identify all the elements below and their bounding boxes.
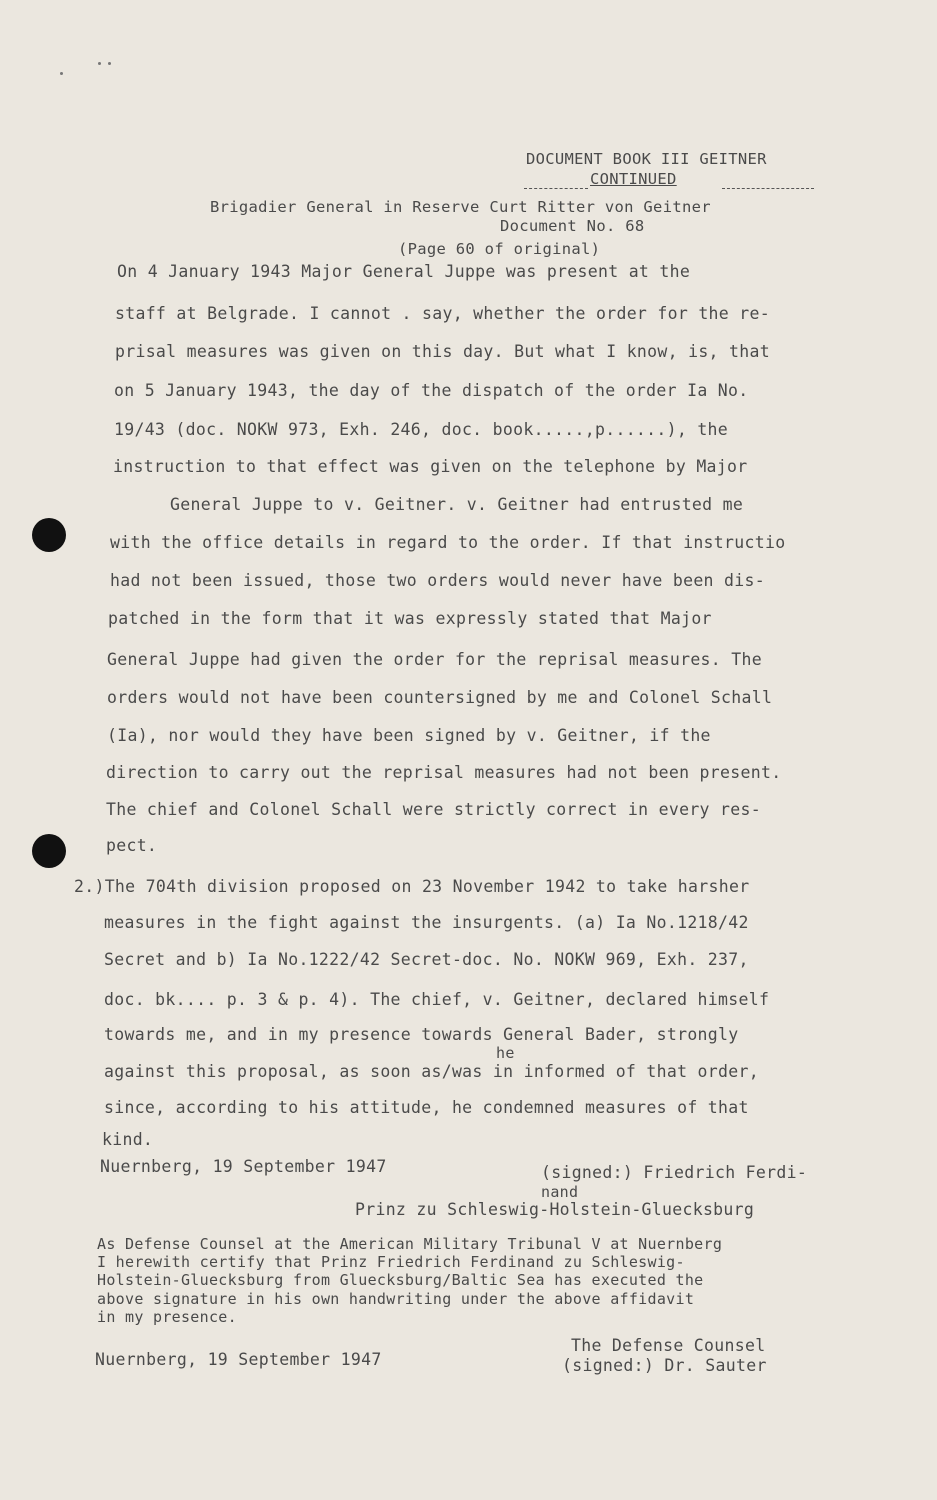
body-line: staff at Belgrade. I cannot . say, whether the order for the re-	[115, 304, 770, 323]
scan-speck	[98, 62, 101, 65]
body-line: had not been issued, those two orders would never have been dis-	[110, 571, 765, 590]
body-line: against this proposal, as soon as/was in informed of that order,	[104, 1062, 759, 1081]
scan-speck	[60, 72, 63, 75]
continued-rule-left	[524, 188, 588, 189]
document-number: Document No. 68	[500, 217, 645, 235]
continued-rule-right	[722, 188, 814, 189]
body-line: On 4 January 1943 Major General Juppe was present at the	[117, 262, 691, 281]
body-line: prisal measures was given on this day. But what I know, is, that	[115, 342, 770, 361]
body-line: General Juppe to v. Geitner. v. Geitner had entrusted me	[170, 495, 744, 514]
punch-hole-bottom	[32, 834, 66, 868]
body-line: direction to carry out the reprisal measures had not been present.	[106, 763, 782, 782]
certification-line: in my presence.	[97, 1308, 237, 1326]
body-line: since, according to his attitude, he condemned measures of that	[104, 1098, 749, 1117]
footer-place-date: Nuernberg, 19 September 1947	[95, 1350, 382, 1369]
continued-label: CONTINUED	[590, 170, 677, 188]
body-line: kind.	[102, 1130, 154, 1149]
counsel-title: The Defense Counsel	[571, 1336, 766, 1355]
body-line: with the office details in regard to the order. If that instructio	[110, 533, 786, 552]
body-line: on 5 January 1943, the day of the dispatch of the order Ia No.	[114, 381, 749, 400]
body-line: patched in the form that it was expressly stated that Major	[108, 609, 712, 628]
page-reference: (Page 60 of original)	[398, 240, 601, 258]
body-line: General Juppe had given the order for the reprisal measures. The	[107, 650, 762, 669]
body-line: (Ia), nor would they have been signed by v. Geitner, if the	[107, 726, 711, 745]
certification-line: I herewith certify that Prinz Friedrich Ferdinand zu Schleswig-	[97, 1253, 685, 1271]
book-title: DOCUMENT BOOK III GEITNER	[526, 150, 767, 168]
certification-line: As Defense Counsel at the American Military Tribunal V at Nuernberg	[97, 1235, 723, 1253]
body-line: Secret and b) Ia No.1222/42 Secret-doc. No. NOKW 969, Exh. 237,	[104, 950, 749, 969]
body-line: instruction to that effect was given on the telephone by Major	[113, 457, 748, 476]
body-line: pect.	[106, 836, 158, 855]
certification-line: above signature in his own handwriting under the above affidavit	[97, 1290, 695, 1308]
interlinear-insert: he	[496, 1044, 515, 1062]
body-line: The chief and Colonel Schall were strictly correct in every res-	[106, 800, 761, 819]
body-line: measures in the fight against the insurgents. (a) Ia No.1218/42	[104, 913, 749, 932]
scan-speck	[108, 62, 111, 65]
document-subject: Brigadier General in Reserve Curt Ritter von Geitner	[210, 198, 711, 216]
signature-place-date: Nuernberg, 19 September 1947	[100, 1157, 387, 1176]
body-line: towards me, and in my presence towards General Bader, strongly	[104, 1025, 739, 1044]
certification-line: Holstein-Gluecksburg from Gluecksburg/Baltic Sea has executed the	[97, 1271, 704, 1289]
body-line: orders would not have been countersigned by me and Colonel Schall	[107, 688, 773, 707]
signature-line-2: nand	[541, 1183, 579, 1201]
counsel-signed: (signed:) Dr. Sauter	[562, 1356, 767, 1375]
signature-line-1: (signed:) Friedrich Ferdi-	[541, 1163, 808, 1182]
signature-line-3: Prinz zu Schleswig-Holstein-Gluecksburg	[355, 1200, 755, 1219]
body-line: doc. bk.... p. 3 & p. 4). The chief, v. Geitner, declared himself	[104, 990, 770, 1009]
body-line: 19/43 (doc. NOKW 973, Exh. 246, doc. book.....,p......), the	[114, 420, 729, 439]
body-line: 2.)The 704th division proposed on 23 November 1942 to take harsher	[74, 877, 750, 896]
punch-hole-top	[32, 518, 66, 552]
